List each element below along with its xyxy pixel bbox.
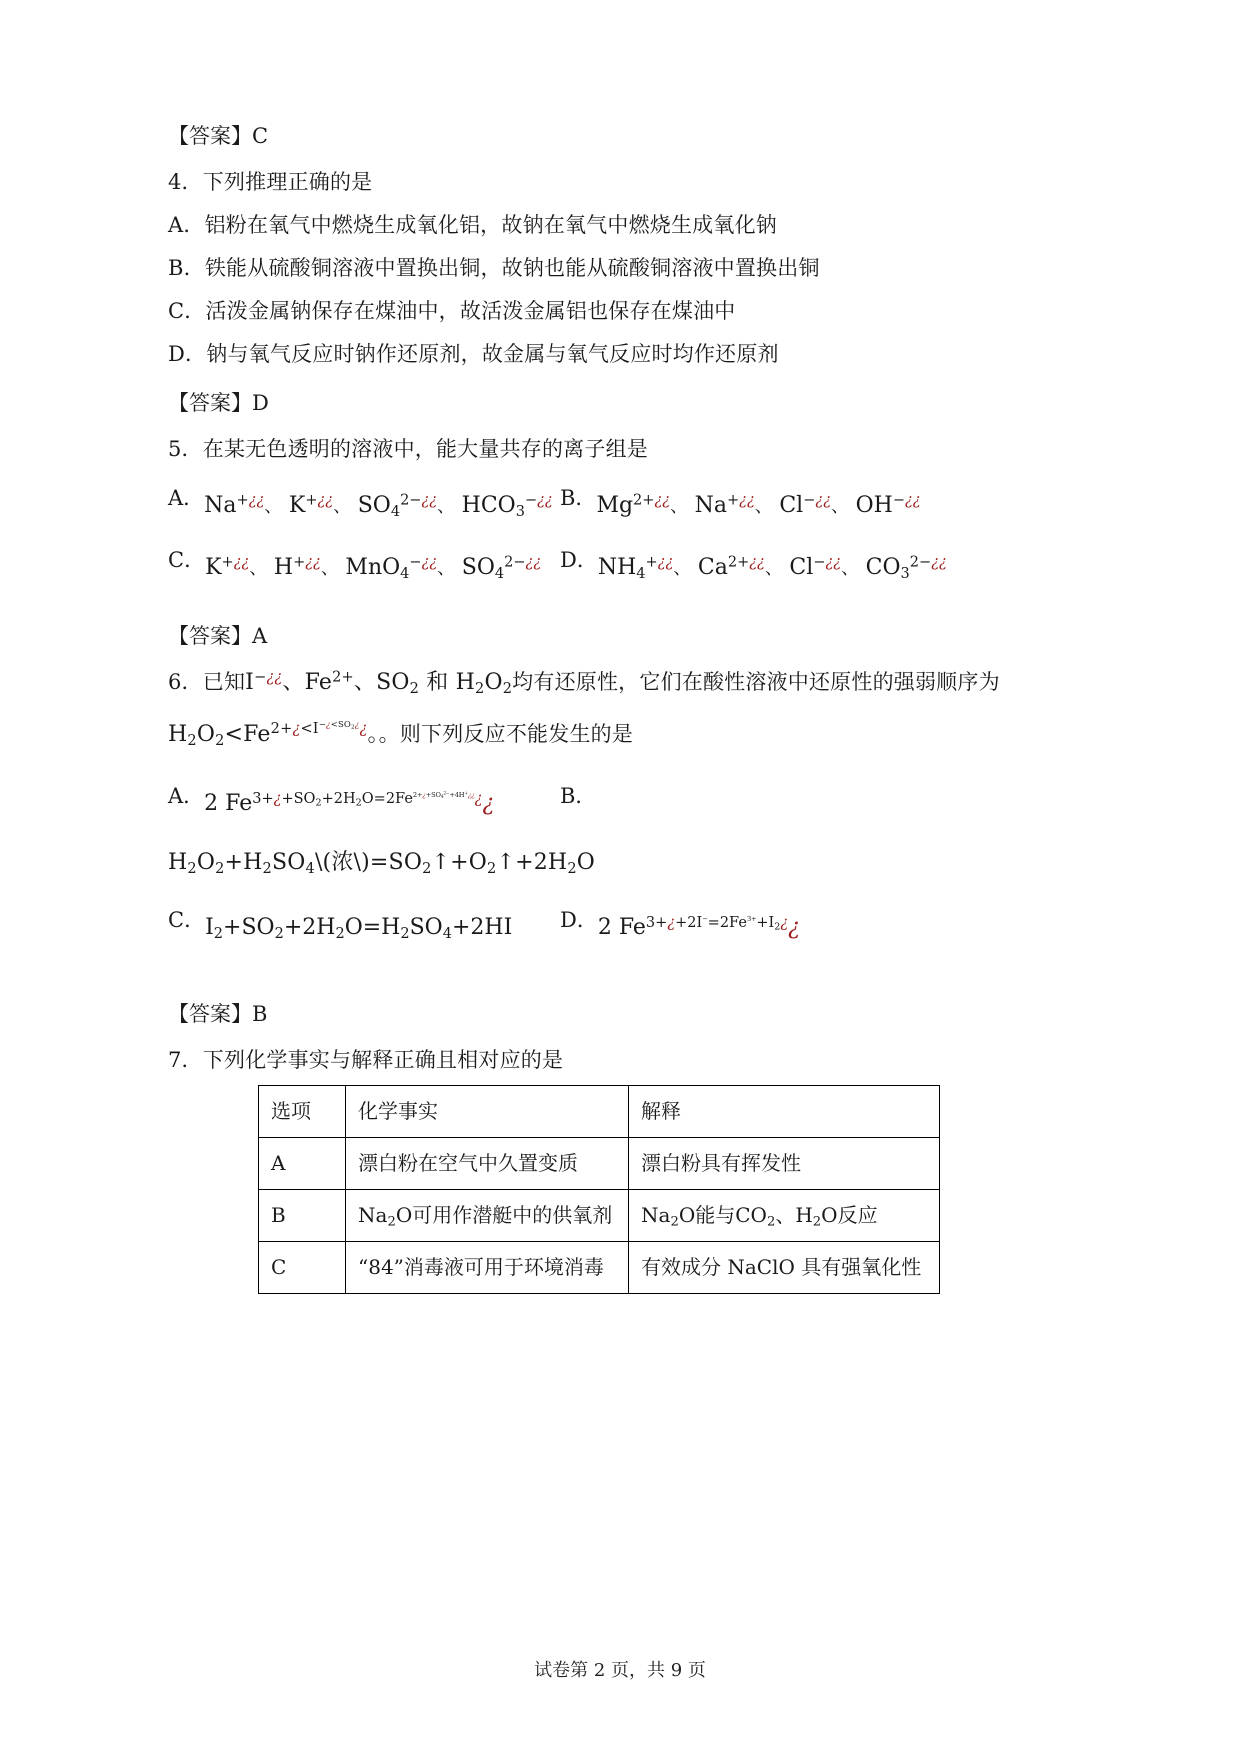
question-5-option-c[interactable] xyxy=(168,544,542,583)
option-c-label: C． xyxy=(168,299,206,323)
option-c-label: C． xyxy=(168,908,206,932)
option-b-ions: $Mg^{2+¿¿}$、 Na+¿¿、 Cl−¿¿、 OH−¿¿ xyxy=(596,492,921,519)
question-7-stem xyxy=(168,1050,1080,1071)
table-row xyxy=(259,1242,940,1294)
question-6-stem-tail: 。则下列反应不能发生的是 xyxy=(378,722,634,746)
option-b-text: 铁能从硫酸铜溶液中置换出铜，故钠也能从硫酸铜溶液中置换出铜 xyxy=(204,256,820,280)
option-d-label: D． xyxy=(560,908,598,932)
question-4-option-d[interactable] xyxy=(168,344,1080,365)
header-explanation: 解释 xyxy=(629,1086,940,1138)
question-6-options-row-1 xyxy=(168,780,1080,852)
option-c-label: C． xyxy=(168,548,206,572)
answer-q4: 【答案】D xyxy=(168,391,269,415)
row-explanation xyxy=(629,1190,940,1242)
question-6-order-line xyxy=(168,719,1080,750)
question-6-option-b-label-only[interactable] xyxy=(560,780,596,814)
question-5-option-a[interactable] xyxy=(168,482,553,521)
option-d-label: D． xyxy=(168,342,207,366)
row-fact: “84”消毒液可用于环境消毒 xyxy=(346,1242,629,1294)
question-6-stem-post: 均有还原性，它们在酸性溶液中还原性的强弱顺序为 xyxy=(512,670,1000,694)
question-4-option-c[interactable] xyxy=(168,301,1080,322)
option-a-equation: 2 $Fe^{3+¿+SO_2+2H_2O=2Fe^{2+¿+SO_4^{2-}+4H^+¿¿}¿}¿$ xyxy=(204,790,495,817)
option-a-text: 铝粉在氧气中燃烧生成氧化铝，故钠在氧气中燃烧生成氧化钠 xyxy=(204,213,777,237)
row-fact: 漂白粉在空气中久置变质 xyxy=(346,1138,629,1190)
question-5-number: 5． xyxy=(168,437,203,461)
option-a-label: A． xyxy=(168,486,205,510)
option-a-label: A． xyxy=(168,213,205,237)
question-6-option-c[interactable] xyxy=(168,904,513,943)
option-c-text: 活泼金属钠保存在煤油中，故活泼金属铝也保存在煤油中 xyxy=(205,299,736,323)
row-option: B xyxy=(259,1190,346,1242)
question-4-stem xyxy=(168,172,1080,193)
question-5-stem xyxy=(168,439,1080,460)
table-row xyxy=(259,1138,940,1190)
row-fact xyxy=(346,1190,629,1242)
row-explanation: 漂白粉具有挥发性 xyxy=(629,1138,940,1190)
header-option-text: 选项 xyxy=(271,1099,311,1123)
option-d-label: D． xyxy=(560,548,598,572)
option-c-ions: K+¿¿、 H+¿¿、 MnO$_4$−¿¿、 $SO_4^{2-¿¿}$ xyxy=(205,554,542,583)
row-explanation-formula: $Na_2O$能与$CO_2$、$H_2O$反应 xyxy=(641,1203,878,1230)
question-5-option-b[interactable] xyxy=(560,482,921,518)
answer-q3: 【答案】C xyxy=(168,124,269,148)
option-a-ions: Na+¿¿、 K+¿¿、 $SO_4^{2-¿¿}$、 $HCO_3^{-¿¿}$ xyxy=(204,492,553,521)
row-fact-formula: $Na_2O$可用作潜艇中的供氧剂 xyxy=(358,1203,613,1230)
page-footer: 试卷第 2 页，共 9 页 xyxy=(534,1660,706,1681)
option-d-equation: 2 $Fe^{3+¿+2I^-=2Fe^{3+}+I_2¿}¿$ xyxy=(597,914,800,941)
option-d-ions: $NH_4^{+¿¿}$、 $Ca^{2+¿¿}$、 Cl−¿¿、 $CO_3^{2-¿¿}$ xyxy=(597,554,947,583)
row-option: A xyxy=(259,1138,346,1190)
option-c-equation: $I_2+SO_2+2H_2O=H_2SO_4+2HI$ xyxy=(205,915,513,943)
answer-q6: 【答案】B xyxy=(168,1002,268,1026)
row-option: C xyxy=(259,1242,346,1294)
question-4-option-a[interactable] xyxy=(168,215,1080,236)
option-b-label: B． xyxy=(560,486,597,510)
header-fact: 化学事实 xyxy=(346,1086,629,1138)
question-6-option-a[interactable] xyxy=(168,780,494,816)
table-header-row xyxy=(259,1086,940,1138)
header-option xyxy=(259,1086,346,1138)
question-6-stem xyxy=(168,669,1080,698)
question-6-option-d[interactable] xyxy=(560,904,800,940)
question-4-option-b[interactable] xyxy=(168,258,1080,279)
question-7-stem-text: 下列化学事实与解释正确且相对应的是 xyxy=(202,1048,564,1072)
question-6-strength-order: $H_2O_2<Fe^{2+¿<I^{-¿<SO_2¿}¿}$。 xyxy=(168,719,379,750)
question-5-option-d[interactable] xyxy=(560,544,947,583)
question-6-stem-pre: 已知 xyxy=(202,670,246,694)
question-6-option-b-formula xyxy=(168,850,1080,878)
question-6-options-row-2 xyxy=(168,904,1080,974)
answer-q5: 【答案】A xyxy=(168,624,268,648)
chemistry-facts-table xyxy=(258,1085,940,1294)
option-b-label: B． xyxy=(560,784,597,808)
question-5-options-row-2 xyxy=(168,544,1080,606)
option-d-text: 钠与氧气反应时钠作还原剂，故金属与氧气反应时均作还原剂 xyxy=(206,342,779,366)
option-b-label: B． xyxy=(168,256,205,280)
question-4-stem-text: 下列推理正确的是 xyxy=(202,170,373,194)
question-6-reducing-agents: I−¿¿、$Fe^{2+}$、$SO_2$ 和 $H_2O_2$ xyxy=(245,669,513,698)
row-explanation: 有效成分 NaClO 具有强氧化性 xyxy=(629,1242,940,1294)
question-5-options-row-1 xyxy=(168,482,1080,544)
option-b-equation: $H_2O_2+H_2SO_4\backslash$(浓$\backslash)=SO_2↑+O_2↑+2H_2O$ xyxy=(168,850,596,878)
question-4-number: 4． xyxy=(168,170,203,194)
question-6-number: 6． xyxy=(168,670,203,694)
question-7-number: 7． xyxy=(168,1048,203,1072)
option-a-label: A． xyxy=(168,784,205,808)
table-row xyxy=(259,1190,940,1242)
question-5-stem-text: 在某无色透明的溶液中，能大量共存的离子组是 xyxy=(202,437,648,461)
